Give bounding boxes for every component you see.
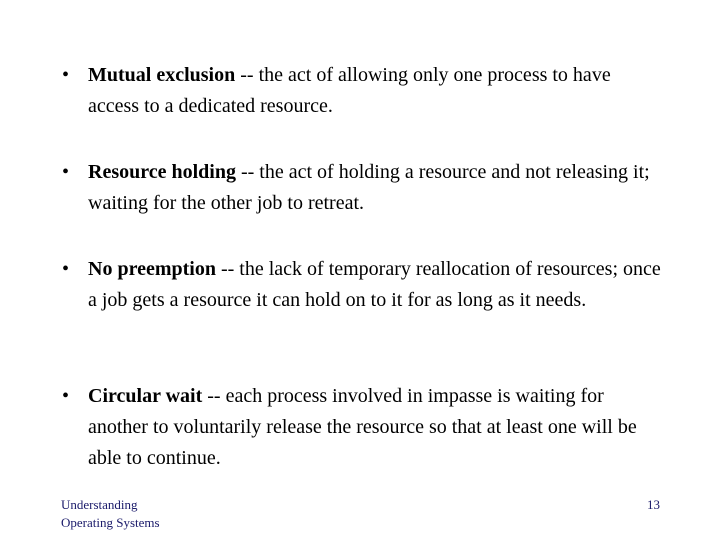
bullet-marker: •	[62, 161, 70, 183]
bullet-text: -- the act of holding a resource and not releasing it; waiting for the other job to retreat.	[88, 161, 650, 214]
bullet-body	[88, 254, 662, 316]
bullet-text: -- the act of allowing only one process to have access to a dedicated resource.	[88, 64, 611, 117]
footer-line-1: Understanding	[61, 497, 138, 512]
footer-book-title	[61, 496, 160, 532]
bullet-marker: •	[62, 64, 70, 86]
bullet-marker: •	[62, 385, 70, 407]
bullet-term: No preemption	[88, 258, 216, 280]
bullet-text: -- each process involved in impasse is waiting for another to voluntarily release the resource so that at least one will be able to continue.	[88, 385, 637, 469]
bullet-body	[88, 60, 662, 122]
bullet-body	[88, 157, 662, 219]
bullet-term: Mutual exclusion	[88, 64, 236, 86]
bullet-term: Circular wait	[88, 385, 203, 407]
bullet-item-mutual-exclusion	[62, 60, 662, 122]
bullet-item-no-preemption	[62, 254, 662, 316]
bullet-term: Resource holding	[88, 161, 236, 183]
bullet-item-resource-holding	[62, 157, 662, 219]
bullet-marker: •	[62, 258, 70, 280]
bullet-body	[88, 381, 662, 474]
footer-line-2: Operating Systems	[61, 515, 160, 530]
bullet-item-circular-wait	[62, 381, 662, 474]
page-number: 13	[647, 497, 660, 512]
bullet-text: -- the lack of temporary reallocation of resources; once a job gets a resource it can hold on to it for as long as it needs.	[88, 258, 661, 311]
